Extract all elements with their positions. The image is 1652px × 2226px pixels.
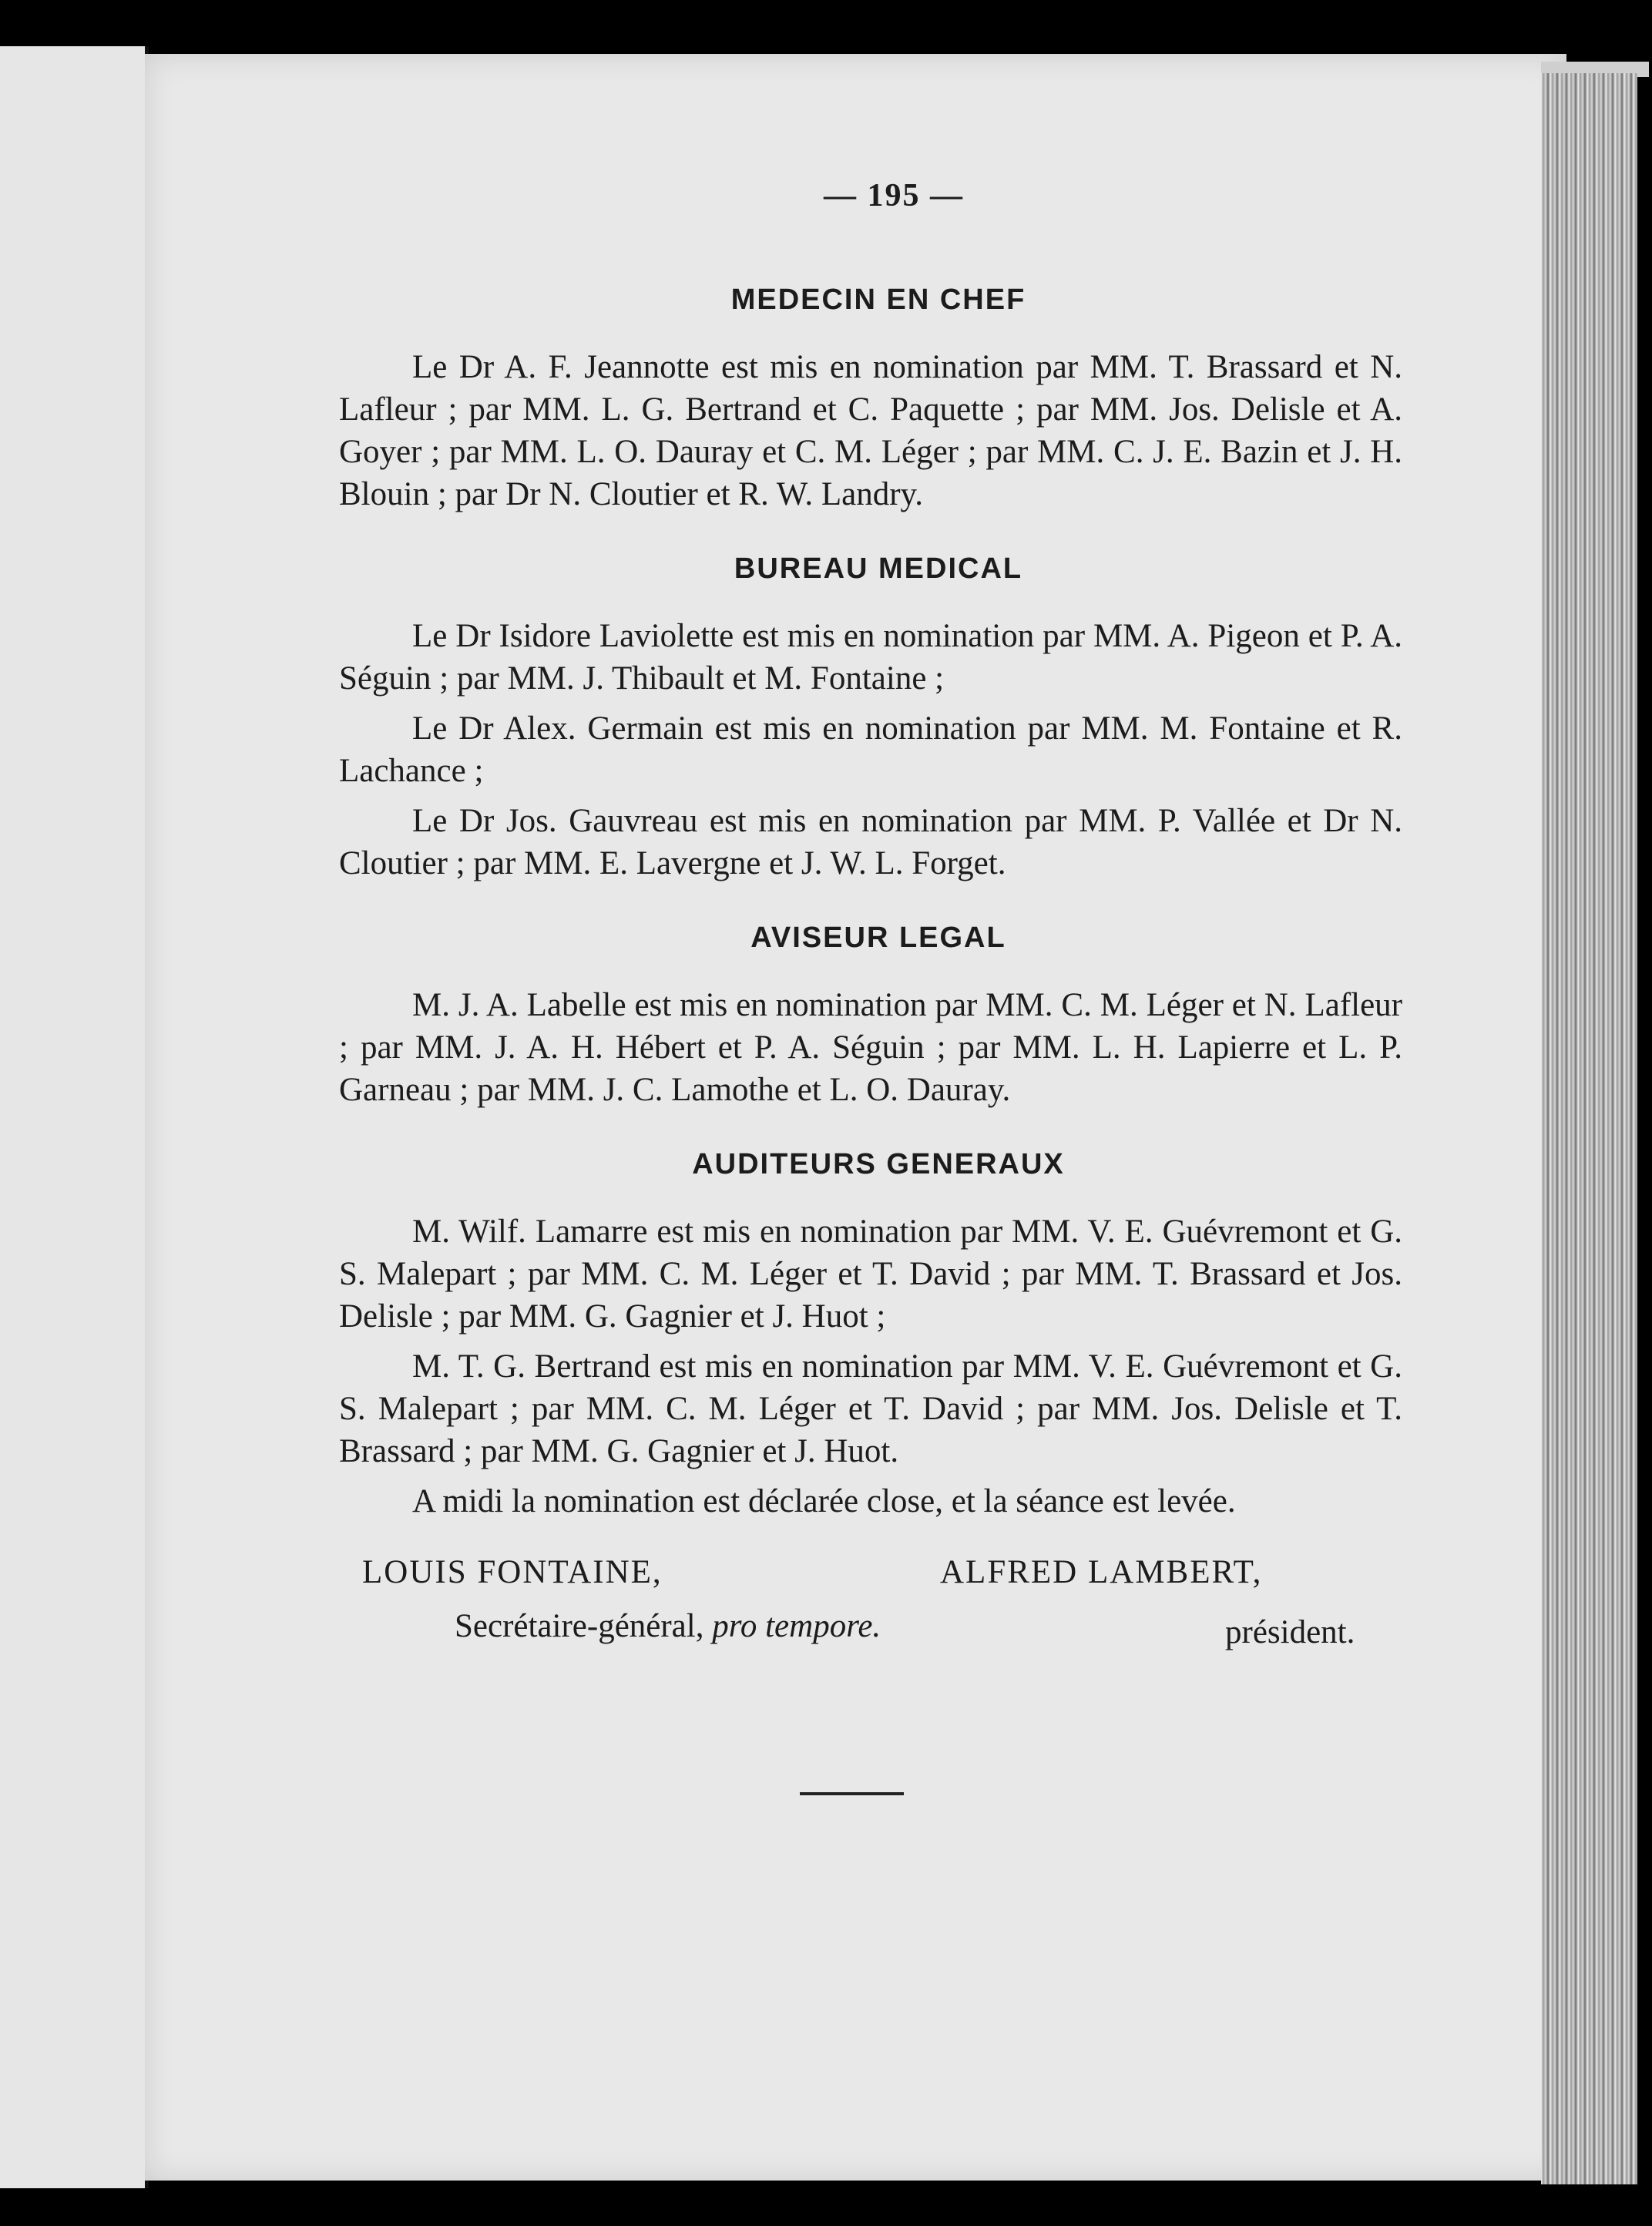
facing-page-edge (0, 46, 149, 2188)
president-title: président. (1225, 1614, 1355, 1650)
paragraph: M. J. A. Labelle est mis en nomination par MM. C. M. Léger et N. Lafleur ; par MM. J. A. H. Hébert et P. A. Séguin ; par MM. L. H. Lapierre et L. P. Garneau ; par MM. J. C. Lamothe et L. O. Dauray. (339, 987, 1402, 1108)
section-aviseur-legal (339, 922, 1402, 1111)
secretary-name: LOUIS FONTAINE, (362, 1554, 663, 1590)
paragraph: Le Dr A. F. Jeannotte est mis en nomination par MM. T. Brassard et N. Lafleur ; par MM. L. G. Bertrand et C. Paquette ; par MM. Jos. Delisle et A. Goyer ; par MM. L. O. Dauray et C. M. Léger ; par MM. C. J. E. Bazin et J. H. Blouin ; par Dr N. Cloutier et R. W. Landry. (339, 349, 1402, 512)
section-medecin-en-chef (339, 284, 1402, 515)
signature-block (339, 1553, 1402, 1684)
page-block-edges (1541, 73, 1637, 2184)
paragraph: Le Dr Isidore Laviolette est mis en nomination par MM. A. Pigeon et P. A. Séguin ; par MM. J. Thibault et M. Fontaine ; (339, 618, 1402, 697)
paragraph: Le Dr Alex. Germain est mis en nomination par MM. M. Fontaine et R. Lachance ; (339, 710, 1402, 789)
president-name: ALFRED LAMBERT, (940, 1554, 1263, 1590)
paragraph: M. T. G. Bertrand est mis en nomination par MM. V. E. Guévremont et G. S. Malepart ; par MM. C. M. Léger et T. David ; par MM. Jos. Delisle et T. Brassard ; par MM. G. Gagnier et J. Huot. (339, 1348, 1402, 1469)
section-title: AUDITEURS GENERAUX (692, 1148, 1065, 1180)
secretary-title-text: Secrétaire-général, (455, 1608, 704, 1644)
section-title: MEDECIN EN CHEF (730, 284, 1026, 316)
section-auditeurs-generaux (339, 1148, 1402, 1472)
paragraph: Le Dr Jos. Gauvreau est mis en nomination par MM. P. Vallée et Dr N. Cloutier ; par MM. E. Lavergne et J. W. L. Forget. (339, 803, 1402, 881)
section-title: AVISEUR LEGAL (750, 922, 1006, 954)
paragraph: M. Wilf. Lamarre est mis en nomination par MM. V. E. Guévremont et G. S. Malepart ; par MM. C. M. Léger et T. David ; par MM. T. Brassard et Jos. Delisle ; par MM. G. Gagnier et J. Huot ; (339, 1214, 1402, 1335)
closing-statement: A midi la nomination est déclarée close, et la séance est levée. (412, 1483, 1236, 1519)
section-bureau-medical (339, 552, 1402, 885)
page-content (339, 177, 1402, 1795)
page-number: — 195 — (824, 178, 964, 213)
secretary-title-italic: pro tempore. (712, 1608, 881, 1644)
closing-rule (800, 1792, 904, 1795)
section-title: BUREAU MEDICAL (734, 552, 1023, 585)
secretary-title (455, 1607, 881, 1645)
